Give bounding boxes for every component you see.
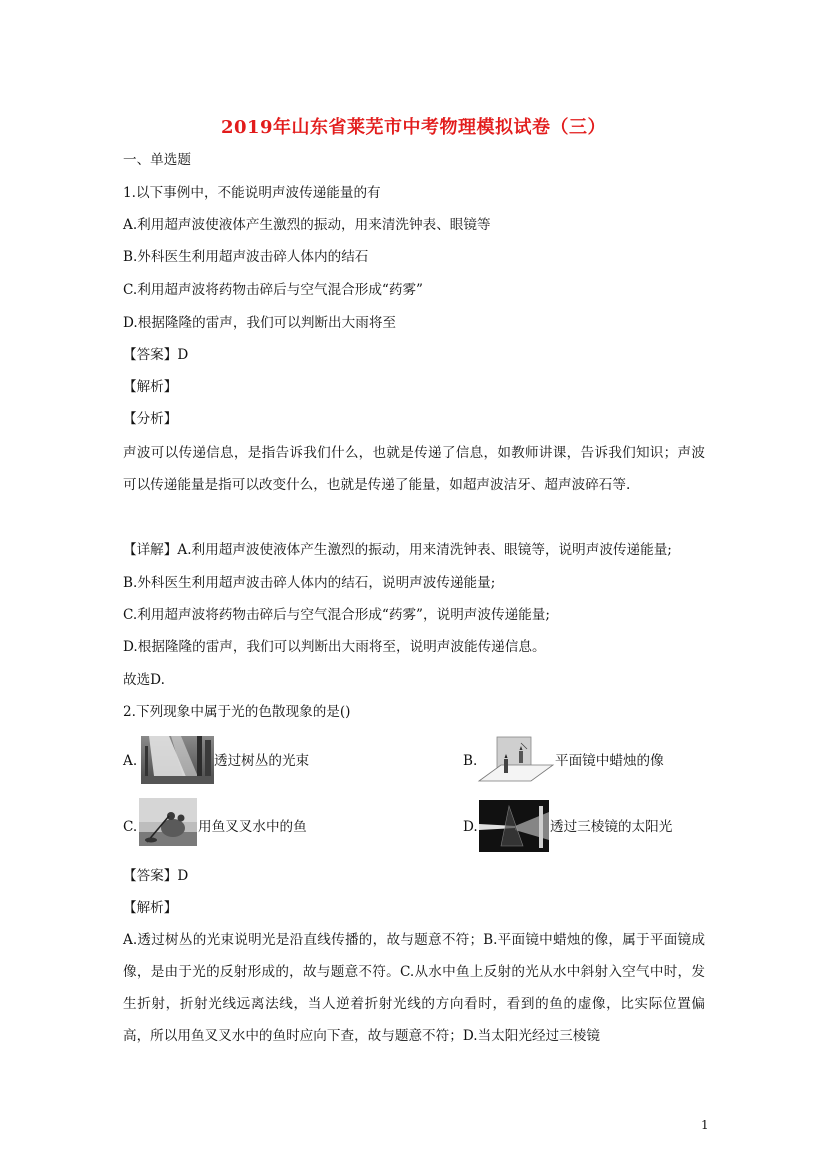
mirror-candle-image [477, 735, 555, 785]
question-1-option-b: B.外科医生利用超声波击碎人体内的结石 [123, 249, 369, 265]
section-heading: 一、单选题 [123, 152, 191, 168]
question-2-option-b-label: B. [463, 753, 478, 769]
question-1-detail-a: 【详解】A.利用超声波使液体产生激烈的振动，用来清洗钟表、眼镜等，说明声波传递能量; [123, 542, 672, 558]
question-1-detail-b: B.外科医生利用超声波击碎人体内的结石，说明声波传递能量; [123, 575, 496, 591]
question-1-fenxi-label: 【分析】 [123, 411, 178, 427]
question-1-detail-c: C.利用超声波将药物击碎后与空气混合形成“药雾”，说明声波传递能量; [123, 607, 550, 623]
question-2-option-c-text: 用鱼叉叉水中的鱼 [198, 819, 307, 835]
question-1-detail-d: D.根据隆隆的雷声，我们可以判断出大雨将至，说明声波能传递信息。 [123, 639, 546, 655]
page-number: 1 [701, 1118, 709, 1132]
question-1-analysis: 声波可以传递信息，是指告诉我们什么，也就是传递了信息，如教师讲课，告诉我们知识；声波可以传递能量是指可以改变什么，也就是传递了能量，如超声波洁牙、超声波碎石等. [123, 445, 705, 493]
prism-sunlight-image [479, 800, 549, 852]
question-2-jiexi-label: 【解析】 [123, 900, 178, 916]
question-2-option-a-text: 透过树丛的光束 [214, 753, 310, 769]
question-1-option-d: D.根据隆隆的雷声，我们可以判断出大雨将至 [123, 315, 397, 331]
question-2-analysis: A.透过树丛的光束说明光是沿直线传播的，故与题意不符；B.平面镜中蜡烛的像，属于平面镜成像，是由于光的反射形成的，故与题意不符。C.从水中鱼上反射的光从水中斜射入空气中时，发生折射，折射光线远离法线，当人逆着折射光线的方向看时，看到的鱼的虚像，比实际位置偏高，所以用鱼叉叉水中的鱼时应向下查，故与题意不符；D.当太阳光经过三棱镜 [123, 932, 705, 1044]
tree-light-beam-image [141, 736, 214, 784]
question-2-option-d-label: D. [463, 819, 478, 835]
question-2-option-d-text: 透过三棱镜的太阳光 [550, 819, 673, 835]
question-2-option-b-text: 平面镜中蜡烛的像 [555, 753, 664, 769]
question-1-conclusion: 故选D. [123, 672, 165, 688]
question-2-option-c-label: C. [123, 819, 138, 835]
question-1-jiexi-label: 【解析】 [123, 379, 178, 395]
question-2-option-a-label: A. [123, 753, 138, 769]
question-2-answer: 【答案】D [123, 868, 189, 884]
question-1-option-c: C.利用超声波将药物击碎后与空气混合形成“药雾” [123, 282, 424, 298]
page-title: 2019年山东省莱芜市中考物理模拟试卷（三） [220, 117, 607, 138]
question-1-stem: 1.以下事例中，不能说明声波传递能量的有 [123, 185, 381, 201]
question-2-stem: 2.下列现象中属于光的色散现象的是() [123, 704, 351, 720]
question-1-answer: 【答案】D [123, 347, 189, 363]
question-1-option-a: A.利用超声波使液体产生激烈的振动，用来清洗钟表、眼镜等 [123, 217, 491, 233]
fish-spear-image [139, 798, 197, 846]
